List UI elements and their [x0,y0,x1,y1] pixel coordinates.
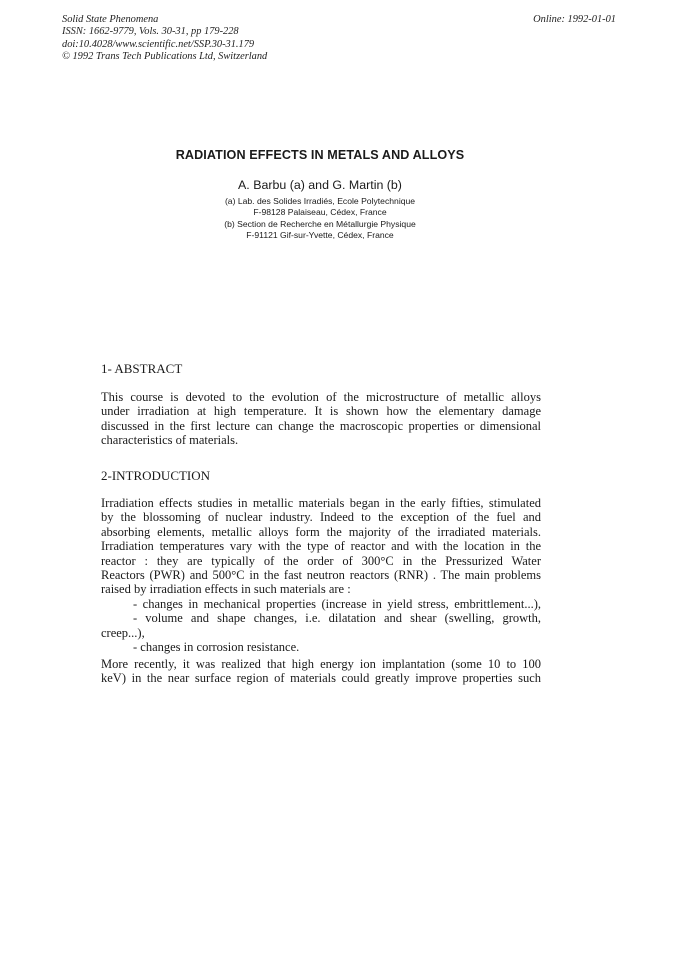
text-line: discussed in the first lecture can change the macroscopic properties or dimensional [101,418,541,433]
affiliation-line: F-91121 Gif-sur-Yvette, Cédex, France [246,230,394,241]
online-date: Online: 1992-01-01 [533,14,616,25]
issn-line: ISSN: 1662-9779, Vols. 30-31, pp 179-228 [62,26,239,38]
introduction-paragraph-2 [101,657,541,686]
affiliations [0,196,640,242]
journal-header [62,14,267,64]
doi-line: doi:10.4028/www.scientific.net/SSP.30-31.179 [62,38,255,50]
paper-title: RADIATION EFFECTS IN METALS AND ALLOYS [175,148,465,162]
bullet-item: - changes in corrosion resistance. [133,640,300,655]
text-line: This course is devoted to the evolution of the microstructure of metallic alloys [101,390,541,404]
text-line: under irradiation at high temperature. It is shown how the elementary damage [101,404,541,419]
journal-name: Solid State Phenomena [62,14,159,25]
text-line: characteristics of materials. [101,433,239,448]
text-line: reactor : they are typically of the order of 300°C in the Pressurized Water [101,553,541,568]
text-line: Reactors (PWR) and 500°C in the fast neutron reactors (RNR) . The main problems [101,568,541,583]
introduction-paragraph [101,496,541,654]
affiliation-line: (a) Lab. des Solides Irradiés, Ecole Polytechnique [224,196,416,206]
introduction-heading: 2-INTRODUCTION [101,468,211,483]
text-line: keV) in the near surface region of materials could greatly improve properties such [101,671,541,686]
text-line: absorbing elements, metallic alloys form the majority of the irradiated materials. [101,524,541,539]
bullet-continuation: creep...), [101,625,145,640]
affiliation-line: (b) Section de Recherche en Métallurgie Physique [224,218,416,229]
bullet-item: - volume and shape changes, i.e. dilatation and shear (swelling, growth, [133,611,541,626]
abstract-heading: 1- ABSTRACT [101,361,183,376]
text-line: Irradiation effects studies in metallic materials began in the early fifties, stimulated [101,496,541,510]
affiliation-line: F-98128 Palaiseau, Cédex, France [253,207,387,218]
copyright-line: © 1992 Trans Tech Publications Ltd, Switzerland [62,51,268,63]
text-line: Irradiation temperatures vary with the type of reactor and with the location in the [101,539,541,554]
abstract-paragraph [101,390,541,448]
authors: A. Barbu (a) and G. Martin (b) [238,178,402,192]
bullet-item: - changes in mechanical properties (increase in yield stress, embrittlement...), [133,596,541,611]
text-line: More recently, it was realized that high energy ion implantation (some 10 to 100 [101,657,541,671]
text-line: by the blossoming of nuclear industry. Indeed to the exception of the fuel and [101,510,541,525]
text-line: raised by irradiation effects in such materials are : [101,582,351,597]
